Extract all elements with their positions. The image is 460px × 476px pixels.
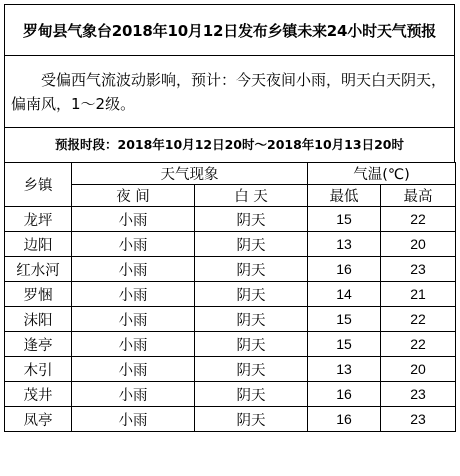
forecast-sheet [4, 4, 455, 472]
min-temp-cell: 15 [308, 207, 381, 232]
day-weather-cell: 阴天 [195, 282, 308, 307]
min-temp-cell: 15 [308, 332, 381, 357]
forecast-title: 罗甸县气象台2018年10月12日发布乡镇未来24小时天气预报 [4, 4, 455, 56]
header-max: 最高 [381, 185, 456, 207]
night-weather-cell: 小雨 [72, 332, 195, 357]
town-cell: 逢亭 [5, 332, 72, 357]
town-cell: 沫阳 [5, 307, 72, 332]
min-temp-cell: 15 [308, 307, 381, 332]
town-cell: 茂井 [5, 382, 72, 407]
forecast-period: 预报时段：2018年10月12日20时～2018年10月13日20时 [4, 128, 455, 162]
night-weather-cell: 小雨 [72, 382, 195, 407]
forecast-table [4, 162, 456, 432]
min-temp-cell: 14 [308, 282, 381, 307]
town-cell: 木引 [5, 357, 72, 382]
header-temperature: 气温(℃) [308, 163, 456, 185]
header-row-sub [5, 185, 456, 207]
min-temp-cell: 13 [308, 232, 381, 257]
day-weather-cell: 阴天 [195, 257, 308, 282]
table-row [5, 307, 456, 332]
max-temp-cell: 20 [381, 232, 456, 257]
day-weather-cell: 阴天 [195, 332, 308, 357]
min-temp-cell: 13 [308, 357, 381, 382]
header-min: 最低 [308, 185, 381, 207]
max-temp-cell: 22 [381, 307, 456, 332]
max-temp-cell: 21 [381, 282, 456, 307]
min-temp-cell: 16 [308, 257, 381, 282]
day-weather-cell: 阴天 [195, 207, 308, 232]
day-weather-cell: 阴天 [195, 232, 308, 257]
day-weather-cell: 阴天 [195, 357, 308, 382]
night-weather-cell: 小雨 [72, 357, 195, 382]
table-row [5, 332, 456, 357]
table-row [5, 357, 456, 382]
header-night: 夜 间 [72, 185, 195, 207]
table-row [5, 382, 456, 407]
header-row-top [5, 163, 456, 185]
table-row [5, 257, 456, 282]
max-temp-cell: 23 [381, 382, 456, 407]
table-row [5, 232, 456, 257]
day-weather-cell: 阴天 [195, 307, 308, 332]
max-temp-cell: 22 [381, 207, 456, 232]
table-row [5, 207, 456, 232]
forecast-intro: 受偏西气流波动影响，预计：今天夜间小雨，明天白天阴天，偏南风，1～2级。 [4, 56, 455, 128]
town-cell: 红水河 [5, 257, 72, 282]
day-weather-cell: 阴天 [195, 382, 308, 407]
table-row [5, 407, 456, 432]
header-day: 白 天 [195, 185, 308, 207]
table-row [5, 282, 456, 307]
night-weather-cell: 小雨 [72, 282, 195, 307]
night-weather-cell: 小雨 [72, 307, 195, 332]
town-cell: 龙坪 [5, 207, 72, 232]
max-temp-cell: 20 [381, 357, 456, 382]
town-cell: 边阳 [5, 232, 72, 257]
max-temp-cell: 23 [381, 407, 456, 432]
min-temp-cell: 16 [308, 407, 381, 432]
night-weather-cell: 小雨 [72, 207, 195, 232]
night-weather-cell: 小雨 [72, 407, 195, 432]
header-town: 乡镇 [5, 163, 72, 207]
header-weather: 天气现象 [72, 163, 308, 185]
town-cell: 罗悃 [5, 282, 72, 307]
min-temp-cell: 16 [308, 382, 381, 407]
day-weather-cell: 阴天 [195, 407, 308, 432]
night-weather-cell: 小雨 [72, 257, 195, 282]
max-temp-cell: 22 [381, 332, 456, 357]
night-weather-cell: 小雨 [72, 232, 195, 257]
town-cell: 凤亭 [5, 407, 72, 432]
max-temp-cell: 23 [381, 257, 456, 282]
